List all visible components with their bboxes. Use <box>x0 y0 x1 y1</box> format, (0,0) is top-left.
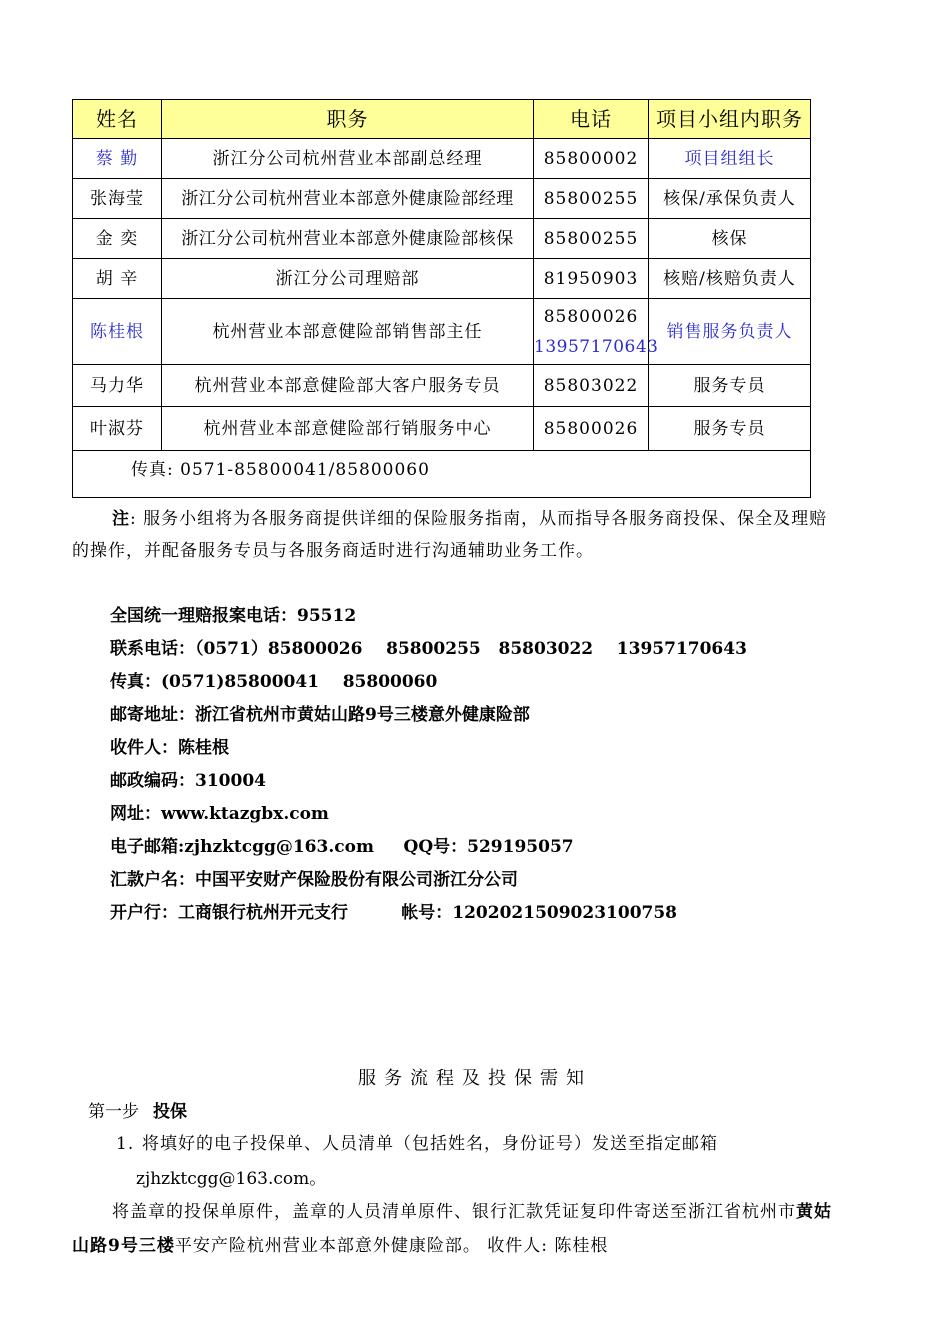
para-bold-address: 黄姑山路9号三楼 <box>72 1202 832 1256</box>
account-name: 汇款户名：中国平安财产保险股份有限公司浙江分公司 <box>110 870 518 890</box>
cell-title: 杭州营业本部意健险部行销服务中心 <box>162 407 534 451</box>
mailing-paragraph <box>72 1195 832 1263</box>
table-row <box>73 179 811 219</box>
step-heading <box>88 1097 187 1122</box>
header-name: 姓名 <box>73 100 162 139</box>
cell-name: 蔡 勤 <box>73 139 162 179</box>
table-row <box>73 139 811 179</box>
cell-phone: 85800255 <box>534 179 649 219</box>
cell-role: 服务专员 <box>649 365 811 407</box>
cell-role: 核保 <box>649 219 811 259</box>
cell-title: 浙江分公司理赔部 <box>162 259 534 299</box>
cell-phone: 85800255 <box>534 219 649 259</box>
cell-role: 核赔/核赔负责人 <box>649 259 811 299</box>
recipient: 收件人：陈桂根 <box>110 738 229 758</box>
contact-fax: 传真：(0571)85800041 85800060 <box>110 672 438 692</box>
para-text-b: 平安产险杭州营业本部意外健康险部。 收件人: 陈桂根 <box>174 1236 609 1256</box>
cell-name: 叶淑芬 <box>73 407 162 451</box>
contact-info <box>110 600 747 930</box>
website: 网址：www.ktazgbx.com <box>110 804 329 824</box>
cell-role: 项目组组长 <box>649 139 811 179</box>
mailing-address: 邮寄地址：浙江省杭州市黄姑山路9号三楼意外健康险部 <box>110 705 530 725</box>
fax-row <box>73 451 811 498</box>
cell-title: 杭州营业本部意健险部销售部主任 <box>162 299 534 365</box>
table-row <box>73 299 811 365</box>
phone-mobile: 13957170643 <box>534 336 659 357</box>
cell-phone: 85803022 <box>534 365 649 407</box>
cell-title: 浙江分公司杭州营业本部副总经理 <box>162 139 534 179</box>
bank-account: 开户行：工商银行杭州开元支行 帐号：1202021509023100758 <box>110 903 678 923</box>
cell-phone: 81950903 <box>534 259 649 299</box>
cell-title: 杭州营业本部意健险部大客户服务专员 <box>162 365 534 407</box>
cell-phone: 85800026 <box>534 407 649 451</box>
claims-hotline: 全国统一理赔报案电话：95512 <box>110 606 357 626</box>
para-text-a: 将盖章的投保单原件，盖章的人员清单原件、银行汇款凭证复印件寄送至浙江省杭州市 <box>112 1202 796 1222</box>
header-phone: 电话 <box>534 100 649 139</box>
step-label: 第一步 <box>88 1102 139 1122</box>
list-item <box>116 1129 718 1154</box>
item-text: 将填好的电子投保单、人员清单（包括姓名，身份证号）发送至指定邮箱 <box>142 1134 718 1154</box>
contact-phones: 联系电话：（0571）85800026 85800255 85803022 13957170643 <box>110 639 747 659</box>
item-email: zjhzktcgg@163.com。 <box>136 1169 327 1189</box>
cell-title: 浙江分公司杭州营业本部意外健康险部经理 <box>162 179 534 219</box>
cell-phone: 85800002 <box>534 139 649 179</box>
table-row <box>73 219 811 259</box>
header-role: 项目小组内职务 <box>649 100 811 139</box>
cell-role: 服务专员 <box>649 407 811 451</box>
cell-name: 胡 辛 <box>73 259 162 299</box>
table-header-row <box>73 100 811 139</box>
postcode: 邮政编码：310004 <box>110 771 266 791</box>
cell-name: 金 奕 <box>73 219 162 259</box>
cell-role: 核保/承保负责人 <box>649 179 811 219</box>
note-text: : 服务小组将为各服务商提供详细的保险服务指南，从而指导各服务商投保、保全及理赔的操作，并配备服务专员与各服务商适时进行沟通辅助业务工作。 <box>72 509 828 561</box>
section-title: 服务流程及投保需知 <box>358 1068 592 1089</box>
step-name: 投保 <box>153 1102 187 1122</box>
cell-name: 张海莹 <box>73 179 162 219</box>
fax-cell: 传真: 0571-85800041/85800060 <box>73 451 811 498</box>
cell-title: 浙江分公司杭州营业本部意外健康险部核保 <box>162 219 534 259</box>
service-note <box>72 503 832 567</box>
item-number: 1. <box>116 1134 135 1154</box>
table-row <box>73 259 811 299</box>
table-row <box>73 365 811 407</box>
header-title: 职务 <box>162 100 534 139</box>
table-row <box>73 407 811 451</box>
note-label: 注 <box>112 509 130 529</box>
cell-role: 销售服务负责人 <box>649 299 811 365</box>
cell-phone <box>534 299 659 365</box>
cell-name: 陈桂根 <box>73 299 162 365</box>
staff-table <box>72 99 811 498</box>
email-qq: 电子邮箱:zjhzktcgg@163.com QQ号：529195057 <box>110 837 574 857</box>
phone-office: 85800026 <box>543 306 639 327</box>
cell-name: 马力华 <box>73 365 162 407</box>
